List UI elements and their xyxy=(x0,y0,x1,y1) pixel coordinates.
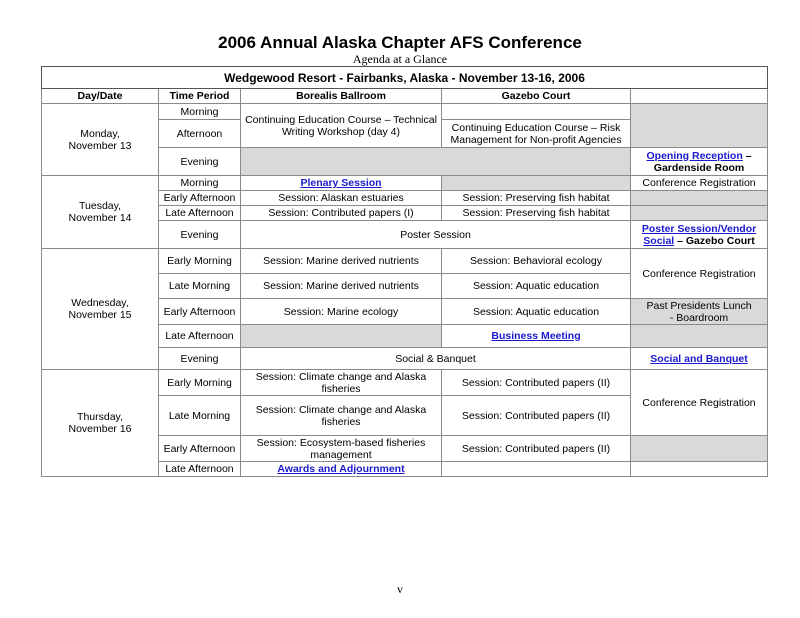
awards-adjournment-link[interactable]: Awards and Adjournment xyxy=(277,463,405,475)
period-cell: Late Morning xyxy=(159,396,241,436)
day-name: Thursday, xyxy=(77,411,123,423)
event-cell xyxy=(631,148,768,176)
poster-social-link[interactable]: Social xyxy=(643,234,675,247)
period-cell: Early Morning xyxy=(159,370,241,396)
day-name: Tuesday, xyxy=(78,200,122,212)
page-number: v xyxy=(397,582,403,596)
column-header-extra xyxy=(631,89,768,104)
empty-cell xyxy=(631,206,768,221)
empty-cell xyxy=(631,436,768,462)
day-cell-wednesday xyxy=(42,249,159,370)
day-name: Wednesday, xyxy=(71,297,129,309)
plenary-session-link[interactable]: Plenary Session xyxy=(300,177,382,189)
day-cell-tuesday xyxy=(42,176,159,249)
period-cell: Late Afternoon xyxy=(159,462,241,477)
period-cell: Late Afternoon xyxy=(159,206,241,221)
session-cell xyxy=(241,462,442,477)
empty-cell xyxy=(631,191,768,206)
session-cell: Session: Behavioral ecology xyxy=(442,249,631,274)
lunch-location: - Boardroom xyxy=(669,311,729,324)
period-cell: Morning xyxy=(159,176,241,191)
session-cell: Poster Session xyxy=(241,221,631,249)
page-title: 2006 Annual Alaska Chapter AFS Conference xyxy=(218,33,582,52)
session-cell: Session: Climate change and Alaska fisheries xyxy=(241,396,442,436)
empty-cell xyxy=(631,462,768,477)
empty-cell xyxy=(442,462,631,477)
period-cell: Early Afternoon xyxy=(159,436,241,462)
empty-cell xyxy=(442,104,631,120)
session-cell: Session: Marine ecology xyxy=(241,299,442,325)
event-location: Gardenside Room xyxy=(653,161,745,174)
period-cell: Evening xyxy=(159,148,241,176)
period-cell: Late Afternoon xyxy=(159,325,241,348)
column-header-day: Day/Date xyxy=(42,89,159,104)
empty-cell xyxy=(241,148,631,176)
lunch-title: Past Presidents Lunch xyxy=(646,299,752,312)
venue-header: Wedgewood Resort - Fairbanks, Alaska - November 13-16, 2006 xyxy=(42,67,768,89)
poster-session-link[interactable]: Poster Session/Vendor xyxy=(641,222,757,235)
session-cell: Session: Marine derived nutrients xyxy=(241,274,442,299)
social-banquet-link[interactable]: Social and Banquet xyxy=(650,352,748,365)
period-cell: Early Afternoon xyxy=(159,191,241,206)
empty-cell xyxy=(442,176,631,191)
empty-cell xyxy=(631,104,768,148)
session-cell: Session: Preserving fish habitat xyxy=(442,206,631,221)
day-date: November 15 xyxy=(68,309,132,321)
event-cell xyxy=(631,299,768,325)
opening-reception-link[interactable]: Opening Reception xyxy=(646,149,743,162)
session-cell: Session: Ecosystem-based fisheries management xyxy=(241,436,442,462)
event-cell xyxy=(631,221,768,249)
day-cell-thursday xyxy=(42,370,159,477)
business-meeting-link[interactable]: Business Meeting xyxy=(491,330,581,342)
page-subtitle: Agenda at a Glance xyxy=(352,52,448,66)
period-cell: Evening xyxy=(159,221,241,249)
registration-cell: Conference Registration xyxy=(631,176,768,191)
day-date: November 14 xyxy=(68,212,132,224)
session-cell: Session: Contributed papers (II) xyxy=(442,370,631,396)
registration-cell: Conference Registration xyxy=(631,249,768,299)
session-cell: Session: Alaskan estuaries xyxy=(241,191,442,206)
day-name: Monday, xyxy=(80,127,120,140)
period-cell: Early Morning xyxy=(159,249,241,274)
empty-cell xyxy=(631,325,768,348)
session-cell: Session: Aquatic education xyxy=(442,299,631,325)
session-cell: Session: Contributed papers (I) xyxy=(241,206,442,221)
period-cell: Late Morning xyxy=(159,274,241,299)
event-location: – Gazebo Court xyxy=(674,234,755,247)
session-cell: Continuing Education Course – Risk Management for Non-profit Agencies xyxy=(442,120,631,148)
session-cell xyxy=(241,176,442,191)
event-rest: – xyxy=(742,149,752,162)
period-cell: Afternoon xyxy=(159,120,241,148)
session-cell: Continuing Education Course – Technical Writing Workshop (day 4) xyxy=(241,104,442,148)
session-cell xyxy=(442,325,631,348)
session-cell: Session: Aquatic education xyxy=(442,274,631,299)
period-cell: Morning xyxy=(159,104,241,120)
day-date: November 16 xyxy=(68,423,132,435)
session-cell: Session: Preserving fish habitat xyxy=(442,191,631,206)
column-header-borealis: Borealis Ballroom xyxy=(241,89,442,104)
period-cell: Early Afternoon xyxy=(159,299,241,325)
day-cell-monday xyxy=(42,104,159,176)
event-cell xyxy=(631,348,768,370)
session-cell: Session: Climate change and Alaska fisheries xyxy=(241,370,442,396)
session-cell: Session: Contributed papers (II) xyxy=(442,436,631,462)
period-cell: Evening xyxy=(159,348,241,370)
session-cell: Session: Marine derived nutrients xyxy=(241,249,442,274)
day-date: November 13 xyxy=(68,139,132,152)
registration-cell: Conference Registration xyxy=(631,370,768,436)
column-header-gazebo: Gazebo Court xyxy=(442,89,631,104)
empty-cell xyxy=(241,325,442,348)
session-cell: Social & Banquet xyxy=(241,348,631,370)
column-header-period: Time Period xyxy=(159,89,241,104)
session-cell: Session: Contributed papers (II) xyxy=(442,396,631,436)
agenda-table xyxy=(41,66,768,477)
